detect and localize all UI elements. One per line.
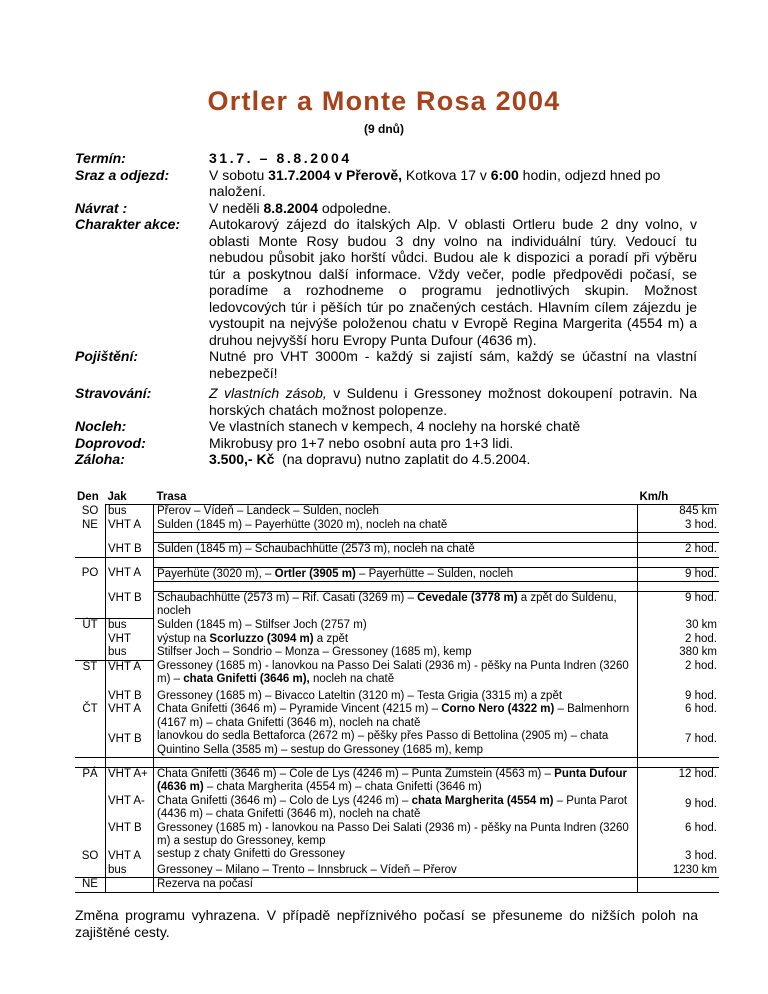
route-cell: Gressoney (1685 m) - lanovkou na Passo Dei Salati (2936 m) - pěšky na Punta Indren (3260 m) a sestup do Gressoney, kemp [154,822,638,849]
table-row [75,543,719,557]
table-row [75,864,719,878]
transport-cell: VHT A [106,848,154,863]
day-cell: ST [75,660,106,687]
day-cell [75,795,106,822]
transport-cell: VHT B [106,592,154,619]
transport-cell: VHT A [106,519,154,533]
duration-cell: 2 hod. [638,633,720,646]
navrat-value: V neděli 8.8.2004 odpoledne. [209,199,392,216]
table-row [75,567,719,581]
day-cell: SO [81,850,99,863]
charakter-value: Autokarový zájezd do italských Alp. V oblasti Ortleru bude 2 dny volno, v oblasti Monte Rosy budou 3 dny volno na individuální túry. Vedoucí tu nebudou působit jako horští vůdci. Budou ale k dispozici a poradí při výběru túr a poskytnou další informace. Vždy večer, podle předpovědi počasí, se poradíme a rozhodneme o programu jednotlivých skupin. Možnost ledovcových túr i pěších túr po značených cestách. Hlavním cílem zájezdu je vystoupit na nejvýše položenou chatu v Evropě Regina Margerita (4554 m) a druhou nejvyšší horu Evropy Punta Dufour (4636 m). [209,216,697,348]
duration-cell: 7 hod. [638,730,720,757]
duration-cell: 2 hod. [638,660,720,687]
route-cell: Přerov – Vídeň – Landeck – Sulden, nocleh [154,505,638,519]
footer-note: Změna programu vyhrazena. V případě nepříznivého počasí se přesuneme do nižších poloh na zajištěné cesty. [75,907,698,940]
day-cell: ÚT [75,619,106,633]
duration-cell: 30 km [638,619,720,633]
duration-cell: 9 hod. [638,592,720,619]
table-row [75,633,719,646]
table-row [75,878,719,892]
transport-cell: VHT B [106,822,154,849]
transport-cell: VHT B [106,687,154,703]
table-row [75,592,719,619]
navrat-row [75,200,697,217]
day-cell [75,687,106,703]
duration-cell: 9 hod. [638,567,720,581]
route-cell: Chata Gnifetti (3646 m) – Pyramide Vincent (4215 m) – Corno Nero (4322 m) – Balmenhorn (4167 m) – chata Gnifetti (3646 m), nocleh na chatě [154,703,638,730]
duration-cell: 12 hod. [638,767,720,794]
route-cell: Rezerva na počasí [154,878,638,892]
route-cell: Sulden (1845 m) – Schaubachhütte (2573 m), nocleh na chatě [154,543,638,557]
termin-value: 31.7. – 8.8.2004 [209,150,352,166]
zaloha-label: Záloha: [75,451,125,467]
row-gap [75,582,719,592]
zaloha-row [75,451,697,468]
duration-cell: 3 hod. [638,848,720,863]
route-cell: Sulden (1845 m) – Stilfser Joch (2757 m) [154,619,638,633]
day-cell [75,730,106,757]
header-trasa: Trasa [156,491,187,503]
info-block [75,150,697,468]
stravovani-label: Stravování: [75,385,152,401]
duration-cell: 9 hod. [638,795,720,822]
transport-cell: VHT B [106,543,154,557]
day-cell: NE [82,518,98,531]
table-row [75,505,719,519]
route-cell: Chata Gnifetti (3646 m) – Colo de Lys (4246 m) – chata Margherita (4554 m) – Punta Parot (4436 m) – chata Gnifetti (3646 m), nocleh na chatě [154,795,638,822]
table-row [75,660,719,687]
day-cell: PÁ [75,767,106,794]
day-cell [75,633,106,646]
table-row [75,822,719,849]
transport-cell: VHT A- [106,795,154,822]
termin-label: Termín: [75,150,126,166]
transport-cell: VHT A [106,660,154,687]
route-cell: sestup z chaty Gnifetti do Gressoney [154,848,638,863]
nocleh-value: Ve vlastních stanech v kempech, 4 noclehy na horské chatě [209,418,581,434]
charakter-row [75,216,697,348]
duration-cell: 380 km [638,646,720,660]
termin-row [75,150,697,167]
navrat-label: Návrat : [75,199,128,216]
transport-cell: bus [106,505,154,519]
transport-cell: VHT A [106,567,154,581]
header-km: Km/h [639,491,669,503]
duration-cell: 9 hod. [638,687,720,703]
day-cell: ČT [82,703,98,716]
route-cell: Sulden (1845 m) – Payerhütte (3020 m), nocleh na chatě [154,519,638,533]
route-cell: Gressoney (1685 m) – Bivacco Lateltin (3120 m) – Testa Grigia (3315 m) a zpět [154,687,638,703]
day-cell [75,543,106,557]
sraz-row [75,167,697,200]
route-cell: Stilfser Joch – Sondrio – Monza – Gressoney (1685 m), kemp [154,646,638,660]
page-subtitle: (9 dnů) [364,122,404,136]
route-cell: Payerhüte (3020 m), – Ortler (3905 m) – Payerhütte – Sulden, nocleh [154,567,638,581]
table-row [75,795,719,822]
day-cell: SO [81,504,99,517]
route-cell: Gressoney (1685 m) - lanovkou na Passo Dei Salati (2936 m) - pěšky na Punta Indren (3260 m) – chata Gnifetti (3646 m), nocleh na chatě [154,660,638,687]
sraz-value: V sobotu 31.7.2004 v Přerově, Kotkova 17 v 6:00 hodin, odjezd hned po naložení. [209,166,661,199]
route-cell: Schaubachhütte (2573 m) – Rif. Casati (3269 m) – Cevedale (3778 m) a zpět do Suldenu, nocleh [154,592,638,619]
table-row [75,767,719,794]
stravovani-row [75,385,697,418]
duration-cell: 845 km [638,505,720,519]
table-row [75,519,719,533]
pojisteni-row [75,348,697,381]
sraz-label: Sraz a odjezd: [75,166,170,183]
transport-cell: VHT A+ [106,767,154,794]
itinerary-table [75,491,719,893]
table-row [75,687,719,703]
table-row [75,730,719,757]
day-cell: NE [75,878,106,892]
transport-cell: bus [106,864,154,878]
stravovani-value: Z vlastních zásob, v Suldenu i Gressoney možnost dokoupení potravin. Na horských chatách možnost polopenze. [209,385,698,418]
table-row [75,703,719,730]
transport-cell: VHT A [106,703,154,730]
row-gap [75,757,719,767]
day-cell [75,864,106,878]
duration-cell: 3 hod. [638,519,720,533]
day-cell [75,646,106,660]
duration-cell: 1230 km [638,864,720,878]
charakter-label: Charakter akce: [75,216,181,232]
nocleh-label: Nocleh: [75,418,127,434]
table-row [75,646,719,660]
row-gap [75,557,719,567]
route-cell: výstup na Scorluzzo (3094 m) a zpět [154,633,638,646]
transport-cell [106,878,154,892]
duration-cell: 2 hod. [638,543,720,557]
doprovod-value: Mikrobusy pro 1+7 nebo osobní auta pro 1+3 lidi. [209,434,514,451]
duration-cell [638,878,720,892]
table-row [75,619,719,633]
route-cell: lanovkou do sedla Bettaforca (2672 m) – pěšky přes Passo di Bettolina (2905 m) – chata Quintino Sella (3585 m) – sestup do Gressoney (1685 m), kemp [154,730,638,757]
transport-cell: bus [106,619,154,633]
pojisteni-value: Nutné pro VHT 3000m - každý si zajistí sám, každý se účastní na vlastní nebezpečí! [209,348,697,381]
nocleh-row [75,418,697,435]
transport-cell: bus [106,646,154,660]
day-cell [75,592,106,619]
pojisteni-label: Pojištění: [75,348,139,364]
table-header-row [75,491,719,505]
doprovod-row [75,435,697,452]
zaloha-value: 3.500,- Kč (na dopravu) nutno zaplatit do 4.5.2004. [209,451,531,467]
page-title: Ortler a Monte Rosa 2004 [207,86,561,116]
day-cell: PO [81,567,99,580]
doprovod-label: Doprovod: [75,434,146,451]
table-row [75,848,719,863]
transport-cell: VHT [106,633,154,646]
duration-cell: 6 hod. [638,703,720,730]
route-cell: Gressoney – Milano – Trento – Innsbruck – Vídeň – Přerov [154,864,638,878]
transport-cell: VHT B [106,730,154,757]
route-cell: Chata Gnifetti (3646 m) – Cole de Lys (4246 m) – Punta Zumstein (4563 m) – Punta Dufour (4636 m) – chata Margherita (4554 m) – chata Gnifetti (3646 m) [154,767,638,794]
row-gap [75,533,719,543]
header-jak: Jak [107,491,127,503]
header-den: Den [77,491,99,503]
duration-cell: 6 hod. [638,822,720,849]
day-cell [75,822,106,849]
